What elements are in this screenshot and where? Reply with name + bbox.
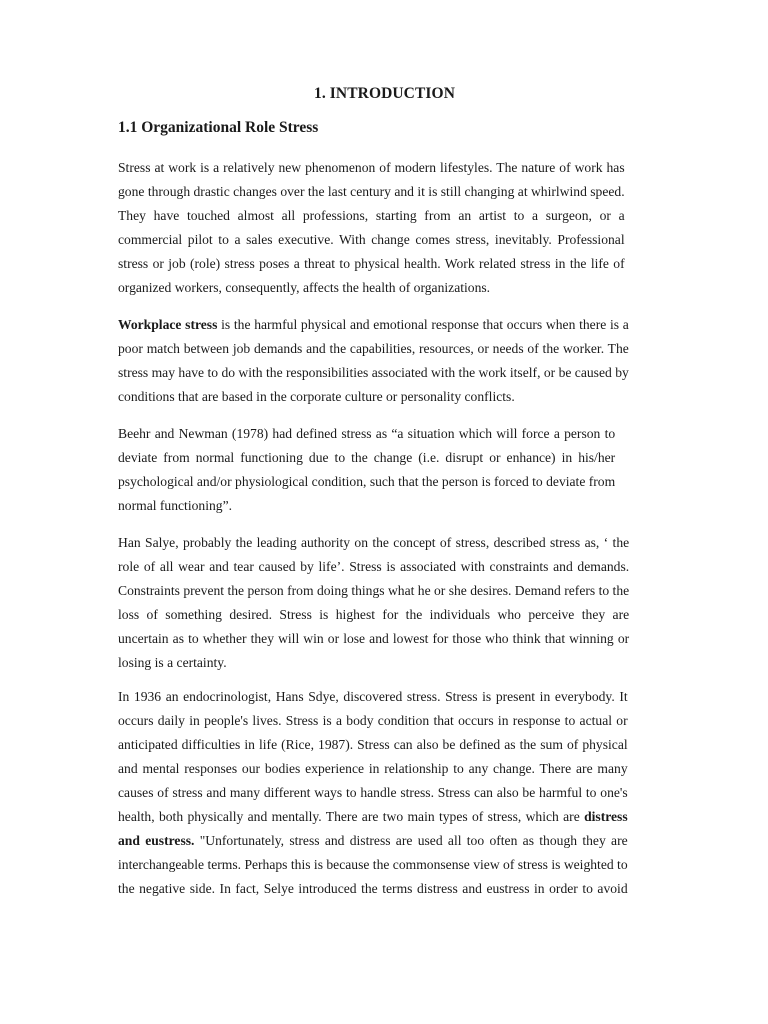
paragraph-line: deviate from normal functioning due to the change (i.e. disrupt or enhance) in his/her [118, 450, 616, 465]
paragraph-line: stress or job (role) stress poses a threat to physical health. Work related stress in the life of [118, 256, 625, 271]
paragraph-line: losing is a certainty. [118, 655, 227, 670]
paragraph-line: normal functioning”. [118, 498, 233, 513]
paragraph-line: gone through drastic changes over the last century and it is still changing at whirlwind speed. [118, 184, 625, 199]
paragraph-line: Constraints prevent the person from doing things what he or she desires. Demand refers to the [118, 583, 630, 598]
section-heading: 1.1 Organizational Role Stress [118, 119, 319, 136]
paragraph-line [118, 313, 629, 337]
paragraph-line: In 1936 an endocrinologist, Hans Sdye, discovered stress. Stress is present in everybody. It [118, 689, 628, 704]
paragraph-beehr-newman [118, 422, 615, 518]
paragraph-line: interchangeable terms. Perhaps this is because the commonsense view of stress is weighted to [118, 857, 628, 872]
paragraph-line-text: "Unfortunately, stress and distress are used all too often as though they are [194, 833, 628, 848]
paragraph-workplace-stress [118, 313, 629, 409]
document-page [118, 80, 651, 896]
paragraph-line: poor match between job demands and the capabilities, resources, or needs of the worker. The [118, 341, 629, 356]
paragraph-line: role of all wear and tear caused by life’. Stress is associated with constraints and demands. [118, 559, 630, 574]
paragraph-line: Beehr and Newman (1978) had defined stress as “a situation which will force a person to [118, 426, 616, 441]
paragraph-line: occurs daily in people's lives. Stress is a body condition that occurs in response to actual or [118, 713, 628, 728]
paragraph-line [118, 805, 628, 829]
paragraph-line: the negative side. In fact, Selye introduced the terms distress and eustress in order to avoid [118, 881, 628, 896]
paragraph-line: loss of something desired. Stress is highest for the individuals who perceive they are [118, 607, 630, 622]
paragraph-line-text: is the harmful physical and emotional response that occurs when there is a [217, 317, 629, 332]
bold-term: and eustress. [118, 833, 195, 848]
page-title: 1. INTRODUCTION [313, 85, 455, 102]
bold-term: distress [584, 809, 628, 824]
paragraph-line: Stress at work is a relatively new phenomenon of modern lifestyles. The nature of work has [118, 160, 625, 175]
paragraph-line: commercial pilot to a sales executive. With change comes stress, inevitably. Professional [118, 232, 625, 247]
paragraph-line-text: health, both physically and mentally. There are two main types of stress, which are [118, 809, 585, 824]
paragraph-line: Han Salye, probably the leading authority on the concept of stress, described stress as, ‘ the [118, 535, 630, 550]
paragraph-line: causes of stress and many different ways to handle stress. Stress can also be harmful to one's [118, 785, 628, 800]
paragraph-line: stress may have to do with the responsibilities associated with the work itself, or be caused by [118, 365, 629, 380]
paragraph-line: organized workers, consequently, affects the health of organizations. [118, 280, 491, 295]
paragraph-line: conditions that are based in the corporate culture or personality conflicts. [118, 389, 515, 404]
paragraph-hans-sdye [118, 685, 628, 901]
paragraph-line: anticipated difficulties in life (Rice, 1987). Stress can also be defined as the sum of physical [118, 737, 628, 752]
paragraph-han-salye [118, 531, 629, 675]
paragraph-intro [118, 156, 625, 300]
paragraph-line: psychological and/or physiological condition, such that the person is forced to deviate from [118, 474, 616, 489]
paragraph-line: and mental responses our bodies experience in relationship to any change. There are many [118, 761, 628, 776]
paragraph-line: uncertain as to whether they will win or lose and lowest for those who think that winning or [118, 631, 630, 646]
paragraph-line [118, 829, 628, 853]
bold-term: Workplace stress [118, 317, 218, 332]
paragraph-line: They have touched almost all professions, starting from an artist to a surgeon, or a [118, 208, 625, 223]
